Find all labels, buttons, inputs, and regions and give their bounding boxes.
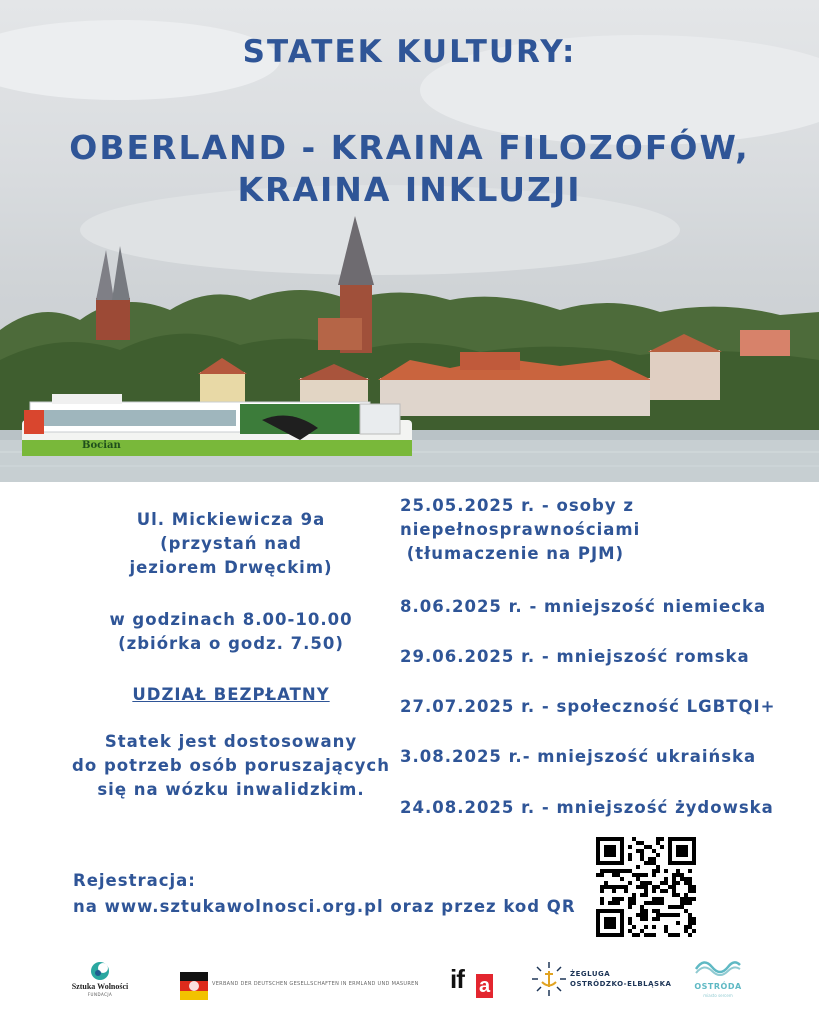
ifa-letters: if — [450, 964, 464, 994]
zegluga-name-2: OSTRÓDZKO-ELBLĄSKA — [570, 980, 672, 988]
qr-code[interactable] — [594, 835, 698, 939]
free-participation: UDZIAŁ BEZPŁATNY — [132, 685, 330, 704]
boat-name: Bocian — [82, 440, 121, 451]
schedule-item — [400, 494, 640, 566]
title-main — [0, 127, 819, 211]
address-block — [60, 508, 402, 580]
hero-photo — [0, 0, 819, 482]
title-line-1: STATEK KULTURY: — [242, 34, 577, 70]
accessibility-note — [60, 730, 402, 802]
accessibility-line: Statek jest dostosowany — [104, 732, 358, 751]
schedule-item — [400, 695, 776, 719]
sztuka-sub: FUNDACJA — [87, 992, 113, 997]
schedule-text: (tłumaczenie na PJM) — [400, 544, 625, 563]
address-line: jeziorem Drwęckim) — [129, 558, 333, 577]
schedule-text: 29.06.2025 r. - mniejszość romska — [400, 647, 750, 666]
hours-line: w godzinach 8.00-10.00 — [109, 610, 353, 629]
schedule-item — [400, 745, 756, 769]
zegluga-name-1: ŻEGLUGA — [570, 970, 611, 978]
schedule-item — [400, 595, 766, 619]
address-line: (przystań nad — [160, 534, 302, 553]
qr-code-graphic — [594, 835, 698, 939]
title-line-3: KRAINA INKLUZJI — [237, 170, 582, 209]
title-line-2: OBERLAND - KRAINA FILOZOFÓW, — [69, 128, 750, 167]
ostroda-waves-icon — [690, 955, 746, 981]
accessibility-line: do potrzeb osób poruszających — [72, 756, 390, 775]
logo-ostroda — [690, 955, 746, 1011]
schedule-item — [400, 796, 774, 820]
church-left — [96, 246, 130, 340]
sztuka-name: Sztuka Wolności — [71, 982, 129, 991]
schedule-text: 8.06.2025 r. - mniejszość niemiecka — [400, 597, 767, 616]
schedule-item — [400, 645, 750, 669]
sztuka-wolnosci-emblem-icon — [60, 960, 140, 982]
ostroda-sub: miasto sercem — [703, 993, 733, 998]
schedule-text: 3.08.2025 r.- mniejszość ukraińska — [400, 747, 757, 766]
vdg-name: VERBAND DER DEUTSCHEN GESELLSCHAFTEN IN ERMLAND UND MASUREN — [212, 981, 419, 987]
schedule-text: 27.07.2025 r. - społeczność LGBTQI+ — [400, 697, 776, 716]
address-line: Ul. Mickiewicza 9a — [136, 510, 326, 529]
logo-sztuka-wolnosci — [60, 960, 140, 1006]
schedule-text: 24.08.2025 r. - mniejszość żydowska — [400, 798, 774, 817]
logo-vdg — [180, 972, 419, 1002]
schedule-text: niepełnosprawnościami — [400, 520, 641, 539]
hours-line: (zbiórka o godz. 7.50) — [118, 634, 344, 653]
registration-block — [73, 868, 576, 920]
schedule-text: 25.05.2025 r. - osoby z — [400, 496, 634, 515]
accessibility-line: się na wózku inwalidzkim. — [97, 780, 365, 799]
ifa-box-letter: a — [476, 974, 493, 998]
anchor-sun-icon — [530, 960, 568, 998]
logo-ifa — [448, 964, 496, 998]
registration-link[interactable]: na www.sztukawolnosci.org.pl oraz przez kod QR — [73, 897, 576, 916]
lake-town-illustration — [0, 0, 819, 482]
ostroda-name: OSTRÓDA — [694, 982, 742, 991]
registration-label: Rejestracja: — [73, 871, 196, 890]
hours-block — [60, 608, 402, 656]
boat-bocian — [22, 394, 412, 456]
logo-zegluga — [530, 960, 672, 998]
vdg-flag-icon — [180, 972, 208, 1000]
